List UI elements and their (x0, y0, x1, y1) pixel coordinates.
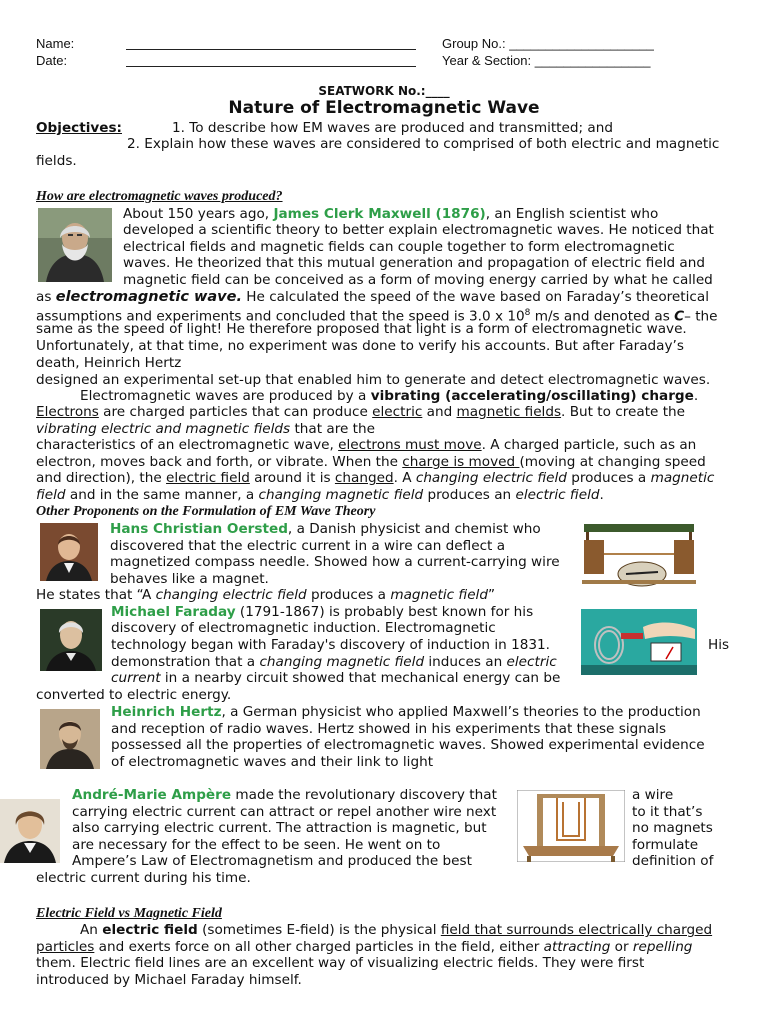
s1-line-3: electrical fields and magnetic fields can couple together to form electromagnetic (123, 239, 675, 255)
s2-text: electric field (515, 487, 600, 503)
s2-text: . A (393, 470, 416, 486)
oersted-text: He states that “A (36, 587, 156, 603)
group-label: Group No.: (442, 36, 510, 51)
ampere-line-1 (72, 787, 497, 803)
faraday-text: changing magnetic field (259, 654, 425, 670)
s1-line-11: designed an experimental set-up that enabled him to generate and detect electromagnetic waves. (36, 372, 711, 388)
s1-line-1 (123, 206, 658, 222)
oersted-line-3: magnetized compass needle. Showed how a current-carrying wire (110, 554, 560, 570)
s4-text: and exerts force on all other charged particles in the field, either (94, 939, 544, 955)
date-field[interactable] (126, 53, 416, 67)
group-field[interactable]: ____________________ (509, 36, 654, 51)
faraday-text: (1791-1867) is probably best known for his (235, 604, 534, 620)
magnetic-fields-term: magnetic fields (456, 404, 562, 420)
s2-text: electron, moves back and forth, or vibrate. When the (36, 454, 403, 470)
hertz-line-1 (111, 704, 701, 720)
faraday-text: induces an (424, 654, 507, 670)
s1-text: m/s and denoted as (530, 308, 675, 325)
faraday-line-3: technology began with Faraday's discovery of induction in 1831. (111, 637, 550, 653)
s2-text: produces a (566, 470, 651, 486)
name-field[interactable] (126, 36, 416, 50)
s4-text: or (610, 939, 633, 955)
ampere-line-6: electric current during his time. (36, 870, 251, 886)
ampere-line-4: are necessary for the effect to be seen. He went on to (72, 837, 441, 853)
hertz-text: , a German physicist who applied Maxwell’s theories to the production (221, 704, 701, 720)
s4-text: field that surrounds electrically charged (440, 922, 713, 938)
s2-line-1 (80, 388, 698, 404)
electric-term: electric (372, 404, 423, 420)
s1-text: as (36, 289, 56, 305)
faraday-text: demonstration that a (111, 654, 260, 670)
faraday-text: electric (506, 654, 557, 670)
electric-field-term: electric field (166, 470, 250, 486)
s2-line-6 (36, 470, 714, 486)
s2-text: (moving at changing speed (519, 454, 706, 470)
oersted-line-1 (110, 521, 541, 537)
faraday-his: His (708, 637, 730, 653)
s4-text: repelling (632, 939, 693, 955)
compass-apparatus-image (580, 522, 698, 590)
date-label: Date: (36, 53, 68, 68)
faraday-line-4 (111, 654, 557, 670)
objectives-line-1 (36, 120, 122, 136)
section-heading-production: How are electromagnetic waves produced? (36, 189, 283, 204)
s1-text: About 150 years ago, (123, 206, 274, 222)
hertz-name: Heinrich Hertz (111, 704, 222, 720)
s1-line-10: death, Heinrich Hertz (36, 355, 182, 371)
section-heading-fields: Electric Field vs Magnetic Field (36, 906, 222, 921)
s2-text: Electromagnetic waves are produced by a (80, 388, 371, 404)
s2-text: and direction), the (36, 470, 167, 486)
s1-text: – the (684, 308, 718, 325)
s1-line-9: Unfortunately, at that time, no experiment was done to verify his accounts. But after Faraday’s (36, 338, 684, 354)
faraday-name: Michael Faraday (111, 604, 236, 620)
faraday-line-6: converted to electric energy. (36, 687, 232, 703)
oersted-line-4: behaves like a magnet. (110, 571, 269, 587)
s2-text: changing electric field (415, 470, 567, 486)
s2-line-5 (36, 454, 706, 470)
oersted-portrait (40, 523, 98, 581)
induction-demo-image (581, 609, 697, 675)
oersted-name: Hans Christian Oersted (110, 521, 288, 537)
s2-line-3 (36, 421, 375, 437)
vibrating-charge: vibrating (accelerating/oscillating) charge (370, 388, 694, 404)
objectives-label: Objectives: (36, 120, 122, 136)
hertz-portrait (40, 709, 100, 769)
speed-symbol: C (674, 308, 685, 325)
s2-text: changing magnetic field (258, 487, 424, 503)
ampere-portrait (0, 799, 60, 863)
s1-line-8: same as the speed of light! He therefore proposed that light is a form of electromagnetic wave. (36, 321, 687, 337)
oersted-text: changing electric field (155, 587, 307, 603)
s1-line-2: developed a scientific theory to better explain electromagnetic waves. He noticed that (123, 222, 714, 238)
electrons-move-term: electrons must move (338, 437, 482, 453)
seatwork-label: SEATWORK No.:____ (318, 84, 450, 98)
s2-line-7 (36, 487, 604, 503)
s1-line-5: magnetic field can be conceived as a form of moving energy carried by what he called (123, 272, 713, 288)
s2-text: vibrating electric and magnetic fields (36, 421, 291, 437)
s1-text: He calculated the speed of the wave based on Faraday’s theoretical (241, 289, 709, 305)
ampere-name: André-Marie Ampère (72, 787, 232, 803)
s1-line-4: waves. He theorized that this mutual generation and propagation of electric field and (123, 255, 705, 271)
s2-text: produces an (423, 487, 516, 503)
s2-text: and (422, 404, 457, 420)
page-title: Nature of Electromagnetic Wave (228, 98, 540, 118)
faraday-line-1 (111, 604, 533, 620)
objective-2a: 2. Explain how these waves are considered to comprised of both electric and magnetic (127, 136, 720, 152)
ampere-line-3: also carrying electric current. The attraction is magnetic, but (72, 820, 487, 836)
s1-text: assumptions and experiments and concluded that the speed is 3.0 x 10 (36, 308, 525, 325)
ampere-line-2: carrying electric current can attract or repel another wire next (72, 804, 497, 820)
ampere-right-1: a wire (632, 787, 674, 803)
section-label: Year & Section: (442, 53, 535, 68)
s2-text: that are the (290, 421, 375, 437)
s2-text: . (693, 388, 699, 404)
exponent: 8 (524, 308, 531, 318)
ampere-apparatus-image (517, 790, 625, 862)
s1-text: , an English scientist who (485, 206, 659, 222)
ampere-right-2: to it that’s (632, 804, 703, 820)
objective-1: 1. To describe how EM waves are produced and transmitted; and (172, 120, 613, 136)
faraday-line-5 (111, 670, 560, 686)
group-line (442, 36, 654, 52)
s4-line-3: them. Electric field lines are an excellent way of visualizing electric fields. They were first (36, 955, 645, 971)
s2-text: . But to create the (561, 404, 686, 420)
hertz-line-4: of electromagnetic waves and their link to light (111, 754, 434, 770)
s2-line-4 (36, 437, 696, 453)
oersted-text: produces a (306, 587, 391, 603)
ampere-right-5: definition of (632, 853, 714, 869)
faraday-line-2: discovery of electromagnetic induction. Electromagnetic (111, 620, 496, 636)
electrons-term: Electrons (36, 404, 99, 420)
section-field[interactable]: ________________ (534, 53, 651, 68)
section-line (442, 53, 650, 69)
electric-field-bold: electric field (102, 922, 198, 938)
s2-text: and in the same manner, a (65, 487, 259, 503)
s4-text: particles (36, 939, 95, 955)
s4-text: (sometimes E-field) is the physical (197, 922, 441, 938)
s2-line-2 (36, 404, 685, 420)
maxwell-portrait (38, 208, 112, 282)
charge-moved-term: charge is moved (402, 454, 520, 470)
ampere-right-3: no magnets (632, 820, 713, 836)
oersted-text: , a Danish physicist and chemist who (287, 521, 541, 537)
s2-text: . A charged particle, such as an (481, 437, 697, 453)
faraday-portrait (40, 609, 102, 671)
ampere-text: made the revolutionary discovery that (231, 787, 497, 803)
s4-text: attracting (543, 939, 611, 955)
s1-line-6 (36, 289, 709, 305)
objective-2b: fields. (36, 153, 77, 169)
hertz-line-2: and reception of radio waves. Hertz showed in his experiments that these signals (111, 721, 667, 737)
s4-text: An (80, 922, 103, 938)
oersted-text: magnetic field (390, 587, 488, 603)
s2-text: characteristics of an electromagnetic wave, (36, 437, 339, 453)
faraday-text: in a nearby circuit showed that mechanical energy can be (160, 670, 561, 686)
s2-text: field (36, 487, 66, 503)
maxwell-name: James Clerk Maxwell (1876) (273, 206, 486, 222)
ampere-line-5: Ampere’s Law of Electromagnetism and produced the best (72, 853, 472, 869)
faraday-text: current (111, 670, 161, 686)
s4-line-4: introduced by Michael Faraday himself. (36, 972, 302, 988)
s4-line-1 (80, 922, 712, 938)
name-label: Name: (36, 36, 75, 51)
oersted-line-2: discovered that the electric current in a wire can deflect a (110, 538, 506, 554)
s2-text: are charged particles that can produce (98, 404, 373, 420)
changed-term: changed (334, 470, 394, 486)
s2-text: . (599, 487, 604, 503)
em-wave-term: electromagnetic wave. (55, 289, 242, 305)
oersted-text: ” (487, 587, 496, 603)
ampere-right-4: formulate (632, 837, 699, 853)
s2-text: around it is (249, 470, 335, 486)
s4-line-2 (36, 939, 692, 955)
oersted-line-5 (36, 587, 495, 603)
section-heading-proponents: Other Proponents on the Formulation of EM Wave Theory (36, 504, 376, 519)
hertz-line-3: possessed all the properties of electromagnetic waves. Showed experimental evidence (111, 737, 705, 753)
s2-text: magnetic (650, 470, 715, 486)
